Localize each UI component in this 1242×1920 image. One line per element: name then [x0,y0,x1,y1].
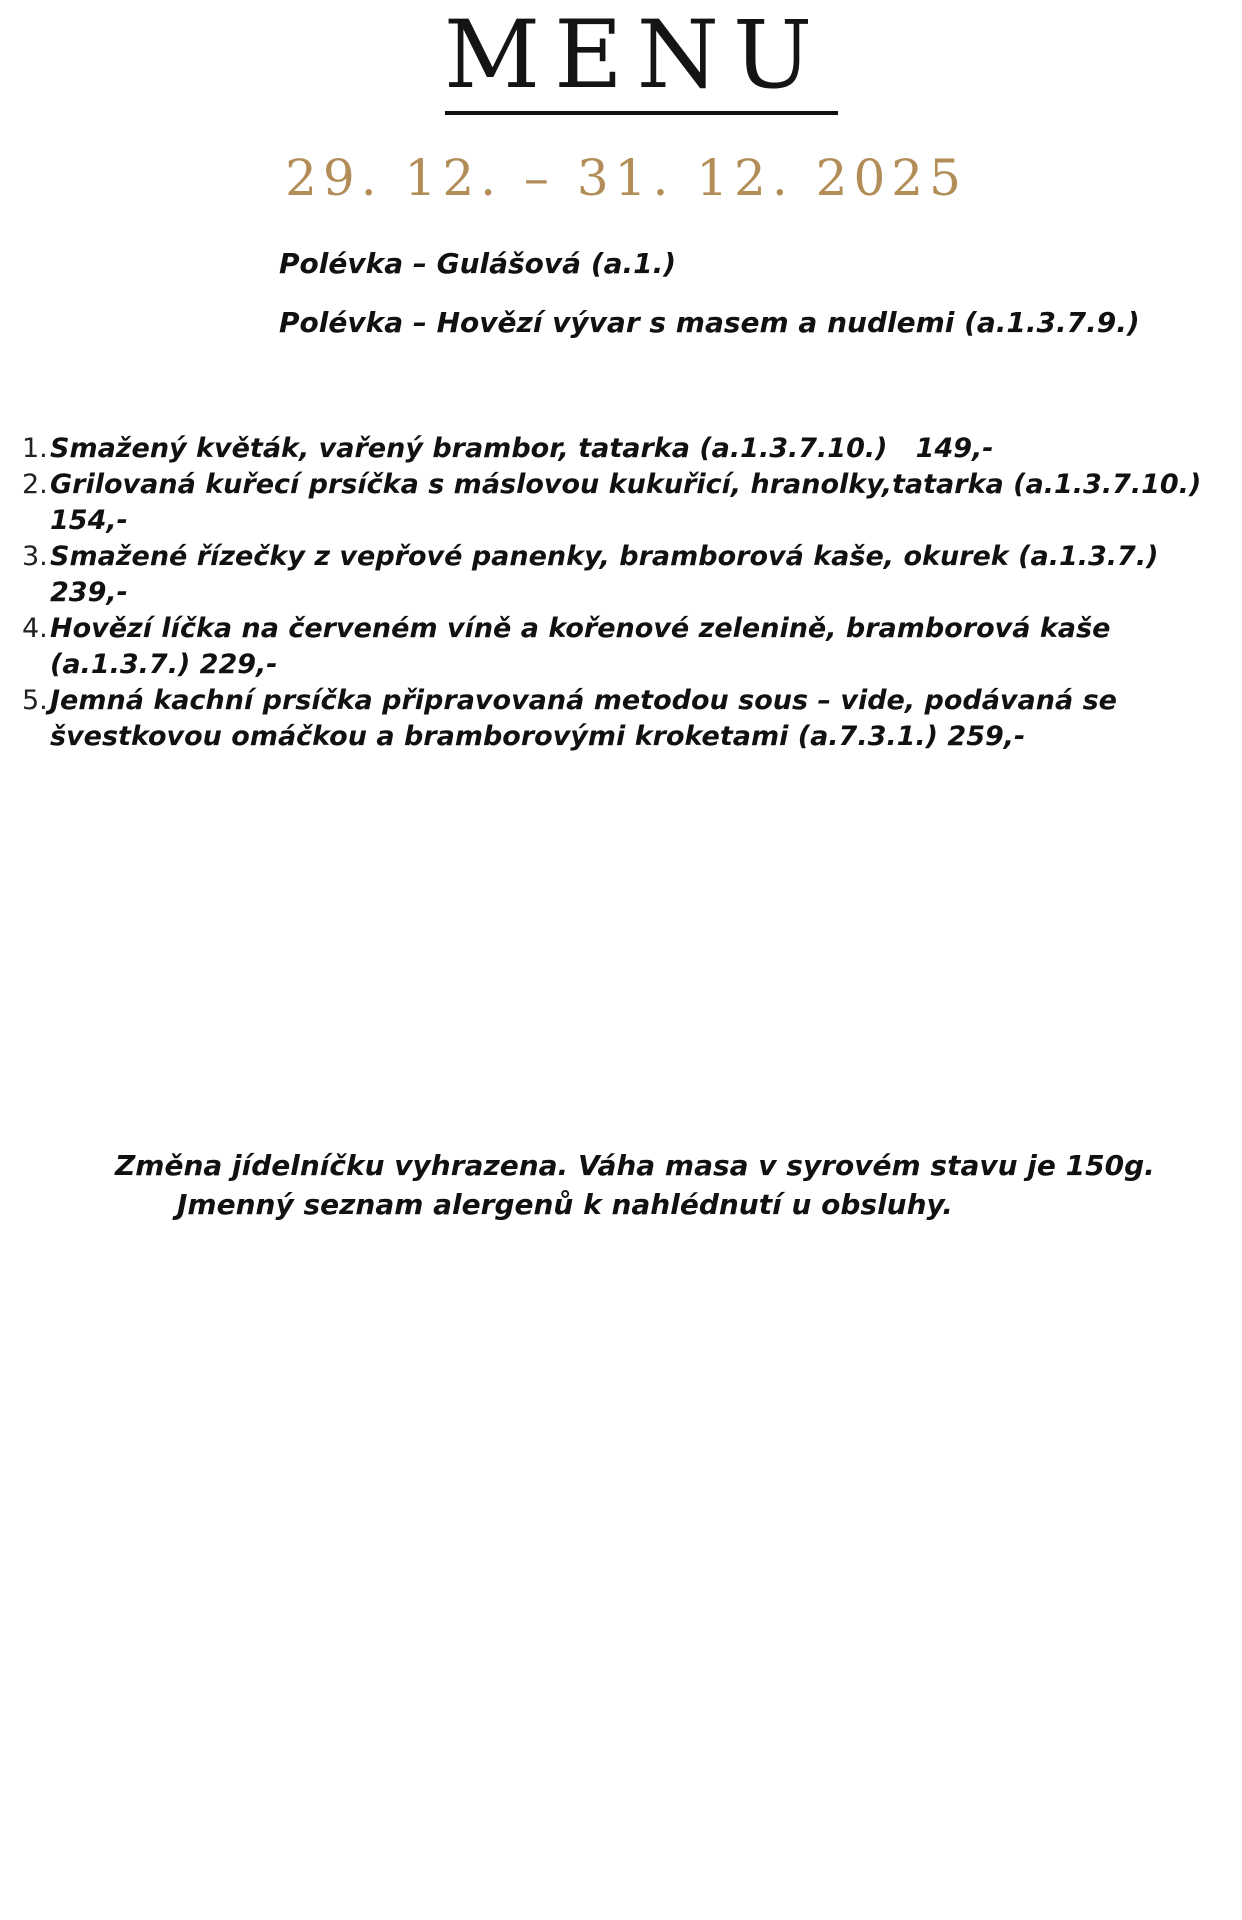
soup-item: Polévka – Gulášová (a.1.) [279,247,677,280]
menu-change-note: Změna jídelníčku vyhrazena. Váha masa v syrovém stavu je 150g. [115,1149,1155,1182]
dish-list [22,431,1232,755]
title-underline [445,111,838,115]
dish-description: Grilovaná kuřecí prsíčka s máslovou kukuřicí, hranolky,tatarka (a.1.3.7.10.) 154,- [50,469,1211,536]
dish-item [22,539,1232,611]
dish-number: 3. [22,541,48,572]
dish-item [22,431,1232,467]
dish-description: Smažené řízečky z vepřové panenky, bramborová kaše, okurek (a.1.3.7.) 239,- [50,541,1168,608]
dish-number: 4. [22,613,48,644]
dish-description: Jemná kachní prsíčka připravovaná metodou sous – vide, podávaná se švestkovou omáčkou a bramborovými kroketami (a.7.3.1.) 259,- [50,685,1127,752]
dish-item [22,467,1232,539]
menu-title: MENU [443,1,827,110]
dish-number: 1. [22,433,48,464]
menu-date-range: 29. 12. – 31. 12. 2025 [285,149,967,207]
dish-number: 2. [22,469,48,500]
dish-description: Hovězí líčka na červeném víně a kořenové zelenině, bramborová kaše (a.1.3.7.) 229,- [50,613,1120,680]
soup-item: Polévka – Hovězí vývar s masem a nudlemi (a.1.3.7.9.) [279,306,1140,339]
allergen-note: Jmenný seznam alergenů k nahlédnutí u obsluhy. [177,1188,953,1221]
dish-item [22,683,1232,755]
dish-description: Smažený květák, vařený brambor, tatarka (a.1.3.7.10.) 149,- [50,433,994,464]
dish-number: 5. [22,685,48,716]
dish-item [22,611,1232,683]
